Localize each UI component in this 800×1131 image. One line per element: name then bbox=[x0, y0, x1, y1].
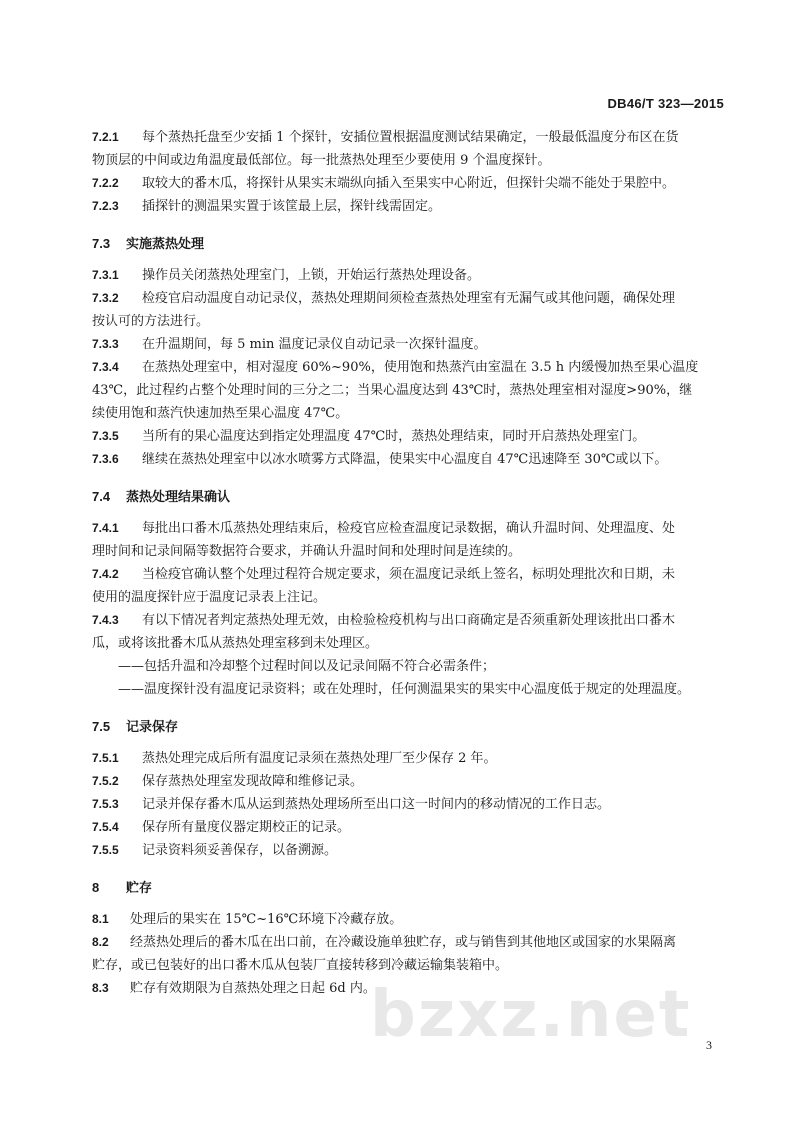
clause-number: 7.3.2 bbox=[92, 291, 119, 305]
clause-text: 在升温期间，每 5 min 温度记录仪自动记录一次探针温度。 bbox=[142, 337, 487, 352]
clause-text-continued: 使用的温度探针应于温度记录表上注记。 bbox=[92, 590, 327, 605]
clause-7-3-3 bbox=[92, 333, 728, 356]
section-number: 7.3 bbox=[92, 236, 111, 251]
clause-text: 记录并保存番木瓜从运到蒸热处理场所至出口这一时间内的移动情况的工作日志。 bbox=[142, 797, 611, 812]
clause-number: 8.3 bbox=[92, 981, 109, 995]
clause-text: 当检疫官确认整个处理过程符合规定要求，须在温度记录纸上签名，标明处理批次和日期，未 bbox=[142, 567, 676, 582]
clause-text: 处理后的果实在 15℃~16℃环境下冷藏存放。 bbox=[130, 912, 403, 927]
clause-text: 保存蒸热处理室发现故障和维修记录。 bbox=[142, 774, 364, 789]
section-title: 记录保存 bbox=[126, 720, 179, 735]
clause-text: 经蒸热处理后的番木瓜在出口前，在冷藏设施单独贮存，或与销售到其他地区或国家的水果隔离 bbox=[130, 935, 677, 950]
section-number: 7.5 bbox=[92, 719, 111, 734]
clause-7-5-5 bbox=[92, 839, 728, 862]
clause-text-continued: 贮存，或已包装好的出口番木瓜从包装厂直接转移到冷藏运输集装箱中。 bbox=[92, 958, 509, 973]
clause-number: 7.4.3 bbox=[92, 613, 119, 627]
dash-list-item: ——包括升温和冷却整个过程时间以及记录间隔不符合必需条件； bbox=[118, 659, 496, 674]
page-number: 3 bbox=[706, 1038, 712, 1052]
clause-text: 当所有的果心温度达到指定处理温度 47℃时，蒸热处理结束，同时开启蒸热处理室门。 bbox=[142, 429, 646, 444]
clause-7-5-2 bbox=[92, 770, 728, 793]
section-heading-7-3 bbox=[92, 232, 728, 256]
document-body bbox=[92, 126, 728, 1000]
clause-text: 插探针的测温果实置于该筐最上层，探针线需固定。 bbox=[142, 199, 442, 214]
clause-number: 7.4.2 bbox=[92, 567, 119, 581]
clause-text-continued: 瓜，或将该批番木瓜从蒸热处理室移到未处理区。 bbox=[92, 636, 379, 651]
clause-7-5-3 bbox=[92, 793, 728, 816]
clause-8-2 bbox=[92, 931, 728, 977]
clause-number: 7.2.1 bbox=[92, 130, 119, 144]
section-heading-8 bbox=[92, 876, 728, 900]
section-title: 实施蒸热处理 bbox=[126, 237, 205, 252]
clause-number: 7.2.3 bbox=[92, 199, 119, 213]
clause-text-continued: 物顶层的中间或边角温度最低部位。每一批蒸热处理至少要使用 9 个温度探针。 bbox=[92, 153, 551, 168]
clause-number: 7.5.1 bbox=[92, 751, 119, 765]
watermark: bzxz.net bbox=[370, 978, 692, 1052]
clause-7-3-1 bbox=[92, 264, 728, 287]
clause-text: 保存所有量度仪器定期校正的记录。 bbox=[142, 820, 351, 835]
clause-text: 继续在蒸热处理室中以冰水喷雾方式降温，使果实中心温度自 47℃迅速降至 30℃或以下。 bbox=[142, 452, 668, 467]
clause-7-2-3 bbox=[92, 195, 728, 218]
clause-7-2-2 bbox=[92, 172, 728, 195]
clause-text-continued: 理时间和记录间隔等数据符合要求，并确认升温时间和处理时间是连续的。 bbox=[92, 544, 522, 559]
clause-text: 每个蒸热托盘至少安插 1 个探针，安插位置根据温度测试结果确定，一般最低温度分布区在货 bbox=[142, 130, 679, 145]
clause-number: 7.3.6 bbox=[92, 452, 119, 466]
clause-number: 8.2 bbox=[92, 935, 109, 949]
clause-7-4-3 bbox=[92, 609, 728, 655]
clause-text-continued: 43℃，此过程约占整个处理时间的三分之二；当果心温度达到 43℃时，蒸热处理室相对湿度>90%，继 bbox=[92, 383, 693, 398]
clause-7-3-5 bbox=[92, 425, 728, 448]
clause-number: 7.2.2 bbox=[92, 176, 119, 190]
clause-text: 在蒸热处理室中，相对湿度 60%~90%，使用饱和热蒸汽由室温在 3.5 h 内缓慢加热至果心温度 bbox=[142, 360, 699, 375]
clause-number: 7.3.4 bbox=[92, 360, 119, 374]
clause-text: 有以下情况者判定蒸热处理无效，由检验检疫机构与出口商确定是否须重新处理该批出口番木 bbox=[142, 613, 676, 628]
clause-7-4-1 bbox=[92, 517, 728, 563]
section-number: 7.4 bbox=[92, 489, 111, 504]
clause-text-continued: 续使用饱和蒸汽快速加热至果心温度 47℃。 bbox=[92, 406, 349, 421]
clause-number: 7.5.5 bbox=[92, 843, 119, 857]
clause-number: 7.5.2 bbox=[92, 774, 119, 788]
clause-7-4-2 bbox=[92, 563, 728, 609]
section-title: 贮存 bbox=[126, 881, 153, 896]
document-code: DB46/T 323—2015 bbox=[607, 96, 724, 111]
clause-number: 7.4.1 bbox=[92, 521, 119, 535]
section-heading-7-5 bbox=[92, 715, 728, 739]
clause-text: 取较大的番木瓜，将探针从果实末端纵向插入至果实中心附近，但探针尖端不能处于果腔中。 bbox=[142, 176, 676, 191]
clause-7-2-1 bbox=[92, 126, 728, 172]
clause-7-3-4 bbox=[92, 356, 728, 425]
clause-number: 7.3.3 bbox=[92, 337, 119, 351]
clause-8-1 bbox=[92, 908, 728, 931]
clause-text: 记录资料须妥善保存，以备溯源。 bbox=[142, 843, 338, 858]
clause-text: 每批出口番木瓜蒸热处理结束后，检疫官应检查温度记录数据，确认升温时间、处理温度、处 bbox=[142, 521, 676, 536]
clause-text-continued: 按认可的方法进行。 bbox=[92, 314, 210, 329]
clause-7-3-2 bbox=[92, 287, 728, 333]
section-title: 蒸热处理结果确认 bbox=[126, 490, 231, 505]
clause-text: 贮存有效期限为自蒸热处理之日起 6d 内。 bbox=[130, 981, 376, 996]
clause-text: 检疫官启动温度自动记录仪，蒸热处理期间须检查蒸热处理室有无漏气或其他问题，确保处理 bbox=[142, 291, 676, 306]
section-heading-7-4 bbox=[92, 485, 728, 509]
clause-text: 蒸热处理完成后所有温度记录须在蒸热处理厂至少保存 2 年。 bbox=[142, 751, 497, 766]
section-number: 8 bbox=[92, 880, 100, 895]
dash-list-item: ——温度探针没有温度记录资料；或在处理时，任何测温果实的果实中心温度低于规定的处理温度。 bbox=[118, 682, 691, 697]
clause-7-5-1 bbox=[92, 747, 728, 770]
clause-number: 7.3.1 bbox=[92, 268, 119, 282]
clause-text: 操作员关闭蒸热处理室门，上锁，开始运行蒸热处理设备。 bbox=[142, 268, 481, 283]
clause-7-3-6 bbox=[92, 448, 728, 471]
clause-number: 7.5.3 bbox=[92, 797, 119, 811]
clause-number: 7.3.5 bbox=[92, 429, 119, 443]
clause-number: 7.5.4 bbox=[92, 820, 119, 834]
clause-number: 8.1 bbox=[92, 912, 109, 926]
clause-7-5-4 bbox=[92, 816, 728, 839]
